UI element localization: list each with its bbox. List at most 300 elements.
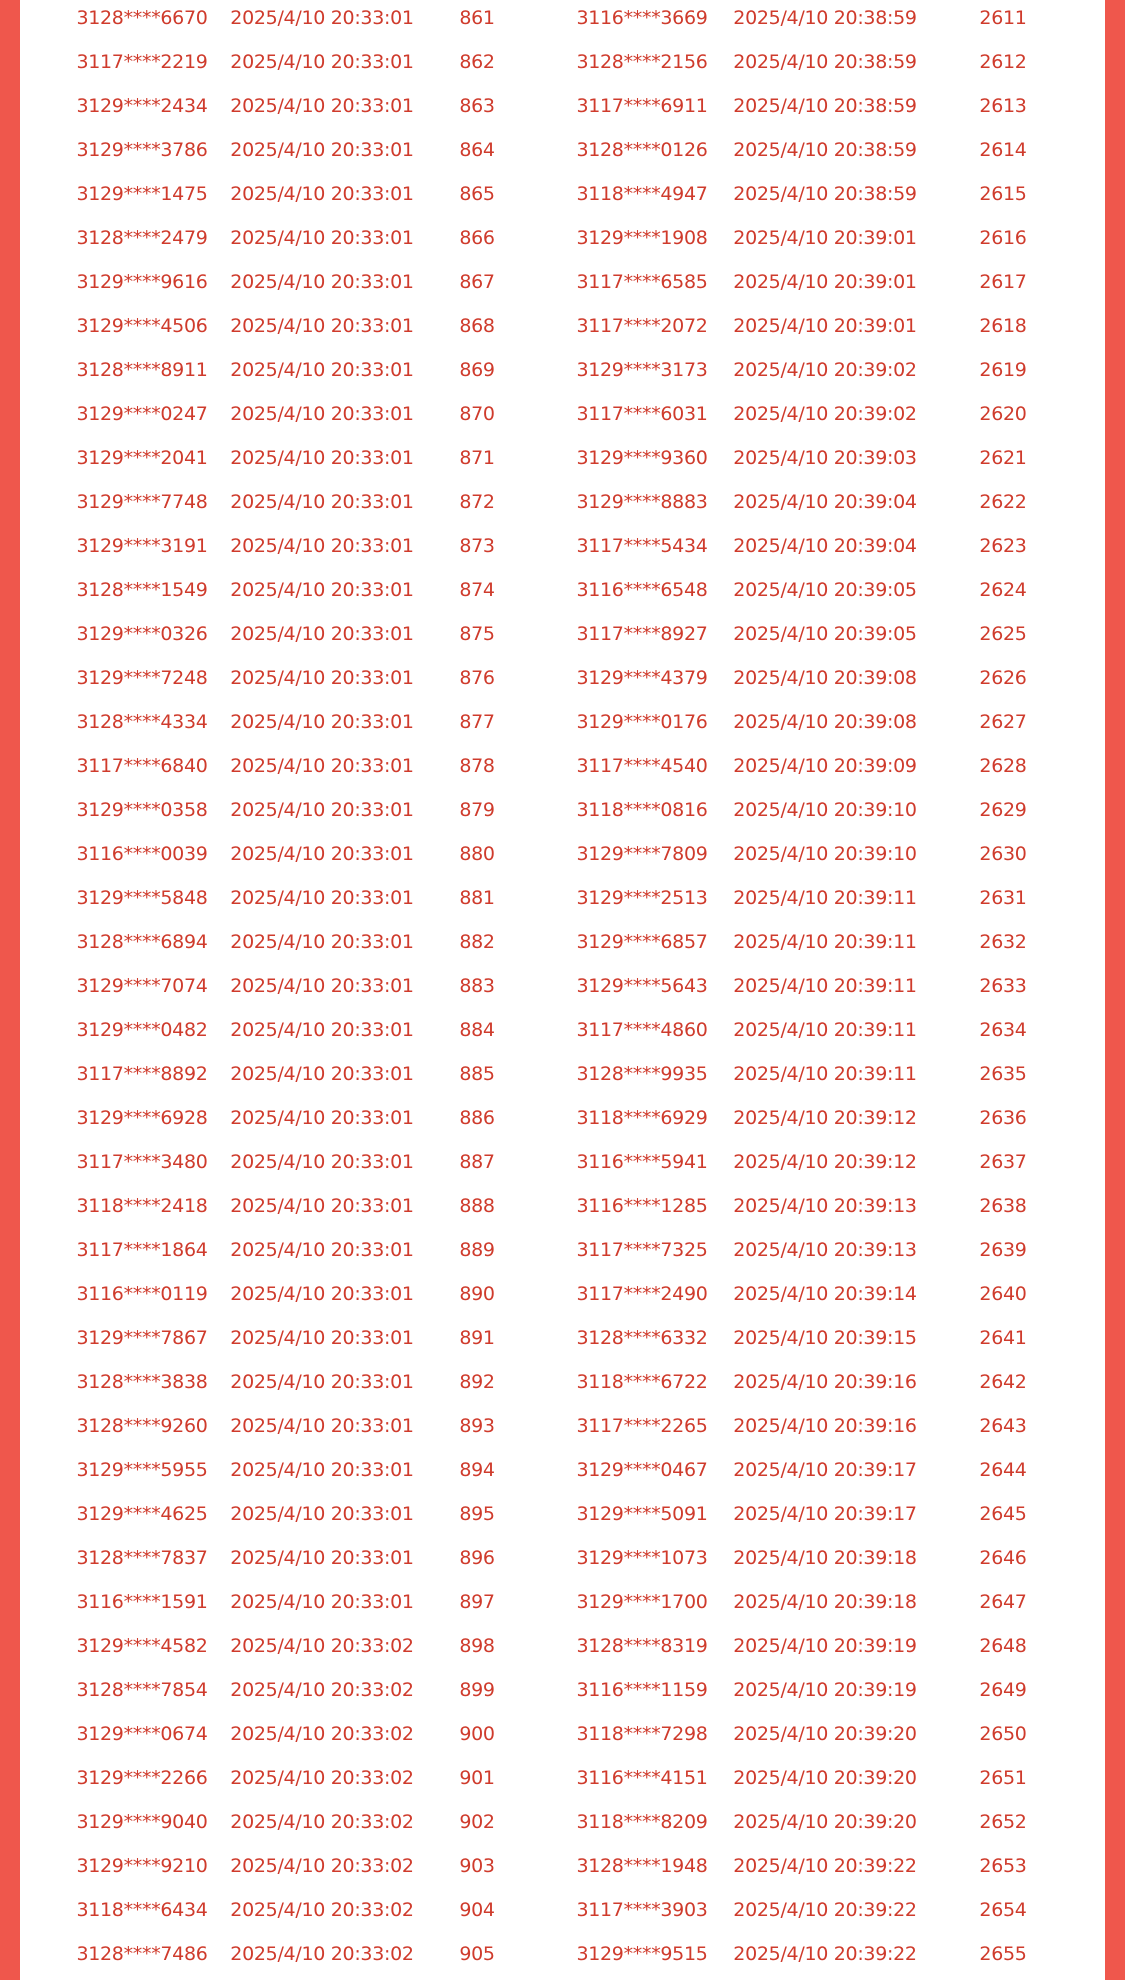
left-rank-cell: 882 <box>459 931 495 953</box>
right-account-cell: 3117****3903 <box>576 1899 708 1921</box>
table-row <box>20 704 1105 748</box>
right-account-cell: 3116****1285 <box>576 1195 708 1217</box>
left-time-cell: 2025/4/10 20:33:01 <box>230 623 414 645</box>
right-account-cell: 3116****6548 <box>576 579 708 601</box>
left-rank-cell: 885 <box>459 1063 495 1085</box>
left-account-cell: 3128****7837 <box>76 1547 208 1569</box>
left-account-cell: 3128****4334 <box>76 711 208 733</box>
left-account-cell: 3129****0482 <box>76 1019 208 1041</box>
left-account-cell: 3129****2434 <box>76 95 208 117</box>
right-account-cell: 3128****1948 <box>576 1855 708 1877</box>
left-time-cell: 2025/4/10 20:33:02 <box>230 1899 414 1921</box>
left-account-cell: 3129****1475 <box>76 183 208 205</box>
right-account-cell: 3118****7298 <box>576 1723 708 1745</box>
left-time-cell: 2025/4/10 20:33:01 <box>230 887 414 909</box>
right-time-cell: 2025/4/10 20:39:01 <box>733 315 917 337</box>
right-account-cell: 3117****2490 <box>576 1283 708 1305</box>
right-rank-cell: 2652 <box>979 1811 1027 1833</box>
right-account-cell: 3117****7325 <box>576 1239 708 1261</box>
left-rank-cell: 886 <box>459 1107 495 1129</box>
right-rank-cell: 2624 <box>979 579 1027 601</box>
left-rank-cell: 864 <box>459 139 495 161</box>
right-time-cell: 2025/4/10 20:39:04 <box>733 491 917 513</box>
left-time-cell: 2025/4/10 20:33:01 <box>230 1151 414 1173</box>
right-time-cell: 2025/4/10 20:39:13 <box>733 1239 917 1261</box>
right-account-cell: 3118****6722 <box>576 1371 708 1393</box>
left-account-cell: 3129****9616 <box>76 271 208 293</box>
right-time-cell: 2025/4/10 20:39:03 <box>733 447 917 469</box>
left-rank-cell: 905 <box>459 1943 495 1965</box>
left-account-cell: 3129****7748 <box>76 491 208 513</box>
right-account-cell: 3118****8209 <box>576 1811 708 1833</box>
right-time-cell: 2025/4/10 20:39:01 <box>733 271 917 293</box>
table-row <box>20 1276 1105 1320</box>
left-account-cell: 3117****1864 <box>76 1239 208 1261</box>
table-row <box>20 1628 1105 1672</box>
right-account-cell: 3129****1073 <box>576 1547 708 1569</box>
right-account-cell: 3129****6857 <box>576 931 708 953</box>
left-account-cell: 3118****6434 <box>76 1899 208 1921</box>
table-row <box>20 1936 1105 1980</box>
left-account-cell: 3117****3480 <box>76 1151 208 1173</box>
left-time-cell: 2025/4/10 20:33:01 <box>230 95 414 117</box>
right-rank-cell: 2615 <box>979 183 1027 205</box>
right-time-cell: 2025/4/10 20:39:01 <box>733 227 917 249</box>
left-rank-cell: 891 <box>459 1327 495 1349</box>
left-rank-cell: 900 <box>459 1723 495 1745</box>
table-row <box>20 1232 1105 1276</box>
left-account-cell: 3129****4582 <box>76 1635 208 1657</box>
right-account-cell: 3129****5091 <box>576 1503 708 1525</box>
table-row <box>20 0 1105 44</box>
right-rank-cell: 2654 <box>979 1899 1027 1921</box>
table-row <box>20 880 1105 924</box>
right-time-cell: 2025/4/10 20:39:17 <box>733 1503 917 1525</box>
left-rank-cell: 865 <box>459 183 495 205</box>
right-time-cell: 2025/4/10 20:39:12 <box>733 1151 917 1173</box>
left-rank-cell: 881 <box>459 887 495 909</box>
table-row <box>20 660 1105 704</box>
left-time-cell: 2025/4/10 20:33:02 <box>230 1943 414 1965</box>
table-row <box>20 1760 1105 1804</box>
table-row <box>20 1584 1105 1628</box>
right-account-cell: 3116****4151 <box>576 1767 708 1789</box>
left-rank-cell: 889 <box>459 1239 495 1261</box>
right-rank-cell: 2633 <box>979 975 1027 997</box>
table-row <box>20 616 1105 660</box>
left-time-cell: 2025/4/10 20:33:01 <box>230 711 414 733</box>
left-rank-cell: 904 <box>459 1899 495 1921</box>
left-time-cell: 2025/4/10 20:33:01 <box>230 799 414 821</box>
right-account-cell: 3129****4379 <box>576 667 708 689</box>
right-time-cell: 2025/4/10 20:39:10 <box>733 843 917 865</box>
left-time-cell: 2025/4/10 20:33:01 <box>230 1547 414 1569</box>
right-time-cell: 2025/4/10 20:39:02 <box>733 359 917 381</box>
left-account-cell: 3128****6670 <box>76 7 208 29</box>
table-row <box>20 1496 1105 1540</box>
table-row <box>20 308 1105 352</box>
right-account-cell: 3117****6911 <box>576 95 708 117</box>
table-row <box>20 484 1105 528</box>
right-account-cell: 3129****0176 <box>576 711 708 733</box>
left-rank-cell: 874 <box>459 579 495 601</box>
left-time-cell: 2025/4/10 20:33:01 <box>230 1503 414 1525</box>
left-account-cell: 3129****7074 <box>76 975 208 997</box>
right-time-cell: 2025/4/10 20:39:13 <box>733 1195 917 1217</box>
left-account-cell: 3129****2041 <box>76 447 208 469</box>
right-account-cell: 3129****9515 <box>576 1943 708 1965</box>
left-rank-cell: 902 <box>459 1811 495 1833</box>
table-row <box>20 396 1105 440</box>
left-rank-cell: 893 <box>459 1415 495 1437</box>
table-row <box>20 220 1105 264</box>
right-account-cell: 3129****9360 <box>576 447 708 469</box>
right-account-cell: 3118****6929 <box>576 1107 708 1129</box>
right-time-cell: 2025/4/10 20:39:17 <box>733 1459 917 1481</box>
table-row <box>20 176 1105 220</box>
right-rank-cell: 2653 <box>979 1855 1027 1877</box>
table-row <box>20 1540 1105 1584</box>
left-time-cell: 2025/4/10 20:33:02 <box>230 1679 414 1701</box>
right-time-cell: 2025/4/10 20:38:59 <box>733 95 917 117</box>
right-rank-cell: 2649 <box>979 1679 1027 1701</box>
left-rank-cell: 890 <box>459 1283 495 1305</box>
right-time-cell: 2025/4/10 20:38:59 <box>733 7 917 29</box>
left-rank-cell: 871 <box>459 447 495 469</box>
right-time-cell: 2025/4/10 20:39:08 <box>733 711 917 733</box>
left-account-cell: 3128****1549 <box>76 579 208 601</box>
left-rank-cell: 873 <box>459 535 495 557</box>
right-rank-cell: 2635 <box>979 1063 1027 1085</box>
results-table <box>20 0 1105 1980</box>
left-time-cell: 2025/4/10 20:33:02 <box>230 1635 414 1657</box>
left-time-cell: 2025/4/10 20:33:01 <box>230 667 414 689</box>
right-time-cell: 2025/4/10 20:39:11 <box>733 975 917 997</box>
left-time-cell: 2025/4/10 20:33:01 <box>230 931 414 953</box>
left-rank-cell: 861 <box>459 7 495 29</box>
left-time-cell: 2025/4/10 20:33:01 <box>230 1591 414 1613</box>
left-account-cell: 3129****0326 <box>76 623 208 645</box>
right-rank-cell: 2638 <box>979 1195 1027 1217</box>
right-rank-cell: 2623 <box>979 535 1027 557</box>
left-account-cell: 3129****4625 <box>76 1503 208 1525</box>
left-time-cell: 2025/4/10 20:33:01 <box>230 579 414 601</box>
left-time-cell: 2025/4/10 20:33:02 <box>230 1723 414 1745</box>
left-account-cell: 3128****8911 <box>76 359 208 381</box>
table-row <box>20 792 1105 836</box>
right-time-cell: 2025/4/10 20:39:22 <box>733 1943 917 1965</box>
left-time-cell: 2025/4/10 20:33:01 <box>230 227 414 249</box>
left-rank-cell: 892 <box>459 1371 495 1393</box>
table-row <box>20 748 1105 792</box>
left-time-cell: 2025/4/10 20:33:01 <box>230 1239 414 1261</box>
left-rank-cell: 895 <box>459 1503 495 1525</box>
left-time-cell: 2025/4/10 20:33:01 <box>230 755 414 777</box>
left-rank-cell: 883 <box>459 975 495 997</box>
table-row <box>20 264 1105 308</box>
left-time-cell: 2025/4/10 20:33:02 <box>230 1855 414 1877</box>
right-rank-cell: 2626 <box>979 667 1027 689</box>
right-rank-cell: 2644 <box>979 1459 1027 1481</box>
right-account-cell: 3116****1159 <box>576 1679 708 1701</box>
table-row <box>20 1144 1105 1188</box>
left-rank-cell: 887 <box>459 1151 495 1173</box>
right-rank-cell: 2655 <box>979 1943 1027 1965</box>
left-time-cell: 2025/4/10 20:33:01 <box>230 1371 414 1393</box>
right-rank-cell: 2646 <box>979 1547 1027 1569</box>
left-rank-cell: 872 <box>459 491 495 513</box>
right-time-cell: 2025/4/10 20:39:02 <box>733 403 917 425</box>
right-rank-cell: 2612 <box>979 51 1027 73</box>
left-account-cell: 3117****6840 <box>76 755 208 777</box>
right-account-cell: 3128****0126 <box>576 139 708 161</box>
left-time-cell: 2025/4/10 20:33:01 <box>230 1327 414 1349</box>
right-rank-cell: 2614 <box>979 139 1027 161</box>
right-rank-cell: 2637 <box>979 1151 1027 1173</box>
right-time-cell: 2025/4/10 20:39:19 <box>733 1635 917 1657</box>
right-time-cell: 2025/4/10 20:39:20 <box>733 1723 917 1745</box>
right-account-cell: 3116****3669 <box>576 7 708 29</box>
table-row <box>20 1408 1105 1452</box>
right-account-cell: 3117****4540 <box>576 755 708 777</box>
right-time-cell: 2025/4/10 20:39:18 <box>733 1591 917 1613</box>
left-rank-cell: 867 <box>459 271 495 293</box>
table-row <box>20 1892 1105 1936</box>
right-account-cell: 3128****6332 <box>576 1327 708 1349</box>
left-rank-cell: 896 <box>459 1547 495 1569</box>
left-account-cell: 3128****7854 <box>76 1679 208 1701</box>
left-time-cell: 2025/4/10 20:33:01 <box>230 403 414 425</box>
left-rank-cell: 879 <box>459 799 495 821</box>
right-account-cell: 3117****8927 <box>576 623 708 645</box>
left-time-cell: 2025/4/10 20:33:01 <box>230 1019 414 1041</box>
right-account-cell: 3129****8883 <box>576 491 708 513</box>
left-rank-cell: 894 <box>459 1459 495 1481</box>
table-row <box>20 836 1105 880</box>
left-rank-cell: 863 <box>459 95 495 117</box>
right-account-cell: 3117****2265 <box>576 1415 708 1437</box>
right-rank-cell: 2648 <box>979 1635 1027 1657</box>
right-account-cell: 3116****5941 <box>576 1151 708 1173</box>
right-time-cell: 2025/4/10 20:39:14 <box>733 1283 917 1305</box>
left-rank-cell: 880 <box>459 843 495 865</box>
right-account-cell: 3128****8319 <box>576 1635 708 1657</box>
table-row <box>20 1848 1105 1892</box>
right-rank-cell: 2621 <box>979 447 1027 469</box>
left-account-cell: 3129****5955 <box>76 1459 208 1481</box>
right-rank-cell: 2622 <box>979 491 1027 513</box>
right-time-cell: 2025/4/10 20:39:22 <box>733 1855 917 1877</box>
right-rank-cell: 2630 <box>979 843 1027 865</box>
right-time-cell: 2025/4/10 20:39:20 <box>733 1767 917 1789</box>
right-time-cell: 2025/4/10 20:39:20 <box>733 1811 917 1833</box>
right-rank-cell: 2641 <box>979 1327 1027 1349</box>
right-time-cell: 2025/4/10 20:39:15 <box>733 1327 917 1349</box>
left-account-cell: 3128****9260 <box>76 1415 208 1437</box>
table-row <box>20 968 1105 1012</box>
left-account-cell: 3129****4506 <box>76 315 208 337</box>
right-time-cell: 2025/4/10 20:38:59 <box>733 51 917 73</box>
table-row <box>20 1452 1105 1496</box>
right-time-cell: 2025/4/10 20:39:11 <box>733 1019 917 1041</box>
right-account-cell: 3129****7809 <box>576 843 708 865</box>
right-account-cell: 3129****1700 <box>576 1591 708 1613</box>
left-account-cell: 3129****9210 <box>76 1855 208 1877</box>
left-account-cell: 3128****2479 <box>76 227 208 249</box>
right-time-cell: 2025/4/10 20:39:19 <box>733 1679 917 1701</box>
left-rank-cell: 899 <box>459 1679 495 1701</box>
right-rank-cell: 2618 <box>979 315 1027 337</box>
left-account-cell: 3118****2418 <box>76 1195 208 1217</box>
table-row <box>20 1364 1105 1408</box>
right-rank-cell: 2645 <box>979 1503 1027 1525</box>
left-time-cell: 2025/4/10 20:33:01 <box>230 975 414 997</box>
left-time-cell: 2025/4/10 20:33:01 <box>230 843 414 865</box>
left-rank-cell: 901 <box>459 1767 495 1789</box>
left-time-cell: 2025/4/10 20:33:01 <box>230 139 414 161</box>
left-account-cell: 3129****2266 <box>76 1767 208 1789</box>
right-rank-cell: 2629 <box>979 799 1027 821</box>
right-account-cell: 3129****2513 <box>576 887 708 909</box>
right-time-cell: 2025/4/10 20:39:04 <box>733 535 917 557</box>
left-account-cell: 3116****1591 <box>76 1591 208 1613</box>
table-row <box>20 440 1105 484</box>
table-row <box>20 1056 1105 1100</box>
right-account-cell: 3117****5434 <box>576 535 708 557</box>
left-rank-cell: 877 <box>459 711 495 733</box>
right-time-cell: 2025/4/10 20:39:16 <box>733 1371 917 1393</box>
right-rank-cell: 2634 <box>979 1019 1027 1041</box>
right-rank-cell: 2620 <box>979 403 1027 425</box>
right-rank-cell: 2616 <box>979 227 1027 249</box>
right-rank-cell: 2639 <box>979 1239 1027 1261</box>
right-time-cell: 2025/4/10 20:39:09 <box>733 755 917 777</box>
right-rank-cell: 2650 <box>979 1723 1027 1745</box>
table-row <box>20 528 1105 572</box>
right-time-cell: 2025/4/10 20:38:59 <box>733 183 917 205</box>
left-time-cell: 2025/4/10 20:33:01 <box>230 1107 414 1129</box>
right-account-cell: 3129****3173 <box>576 359 708 381</box>
right-rank-cell: 2643 <box>979 1415 1027 1437</box>
right-rank-cell: 2613 <box>979 95 1027 117</box>
left-account-cell: 3129****7248 <box>76 667 208 689</box>
left-account-cell: 3129****0247 <box>76 403 208 425</box>
left-account-cell: 3129****0674 <box>76 1723 208 1745</box>
left-rank-cell: 897 <box>459 1591 495 1613</box>
right-time-cell: 2025/4/10 20:39:18 <box>733 1547 917 1569</box>
left-time-cell: 2025/4/10 20:33:01 <box>230 359 414 381</box>
table-row <box>20 1188 1105 1232</box>
left-rank-cell: 903 <box>459 1855 495 1877</box>
left-time-cell: 2025/4/10 20:33:01 <box>230 1415 414 1437</box>
left-time-cell: 2025/4/10 20:33:01 <box>230 1459 414 1481</box>
right-rank-cell: 2611 <box>979 7 1027 29</box>
right-account-cell: 3129****5643 <box>576 975 708 997</box>
left-account-cell: 3128****6894 <box>76 931 208 953</box>
right-rank-cell: 2642 <box>979 1371 1027 1393</box>
left-time-cell: 2025/4/10 20:33:01 <box>230 51 414 73</box>
right-rank-cell: 2632 <box>979 931 1027 953</box>
table-row <box>20 44 1105 88</box>
left-account-cell: 3129****3191 <box>76 535 208 557</box>
left-time-cell: 2025/4/10 20:33:01 <box>230 7 414 29</box>
table-row <box>20 1716 1105 1760</box>
left-time-cell: 2025/4/10 20:33:01 <box>230 183 414 205</box>
table-row <box>20 1012 1105 1056</box>
left-time-cell: 2025/4/10 20:33:01 <box>230 1283 414 1305</box>
left-account-cell: 3129****0358 <box>76 799 208 821</box>
left-rank-cell: 869 <box>459 359 495 381</box>
left-rank-cell: 875 <box>459 623 495 645</box>
left-time-cell: 2025/4/10 20:33:01 <box>230 315 414 337</box>
left-rank-cell: 876 <box>459 667 495 689</box>
right-rank-cell: 2647 <box>979 1591 1027 1613</box>
right-time-cell: 2025/4/10 20:39:08 <box>733 667 917 689</box>
right-rank-cell: 2627 <box>979 711 1027 733</box>
left-rank-cell: 898 <box>459 1635 495 1657</box>
left-rank-cell: 868 <box>459 315 495 337</box>
right-account-cell: 3117****6031 <box>576 403 708 425</box>
left-time-cell: 2025/4/10 20:33:01 <box>230 1195 414 1217</box>
right-time-cell: 2025/4/10 20:38:59 <box>733 139 917 161</box>
table-row <box>20 1804 1105 1848</box>
right-account-cell: 3117****6585 <box>576 271 708 293</box>
right-account-cell: 3118****4947 <box>576 183 708 205</box>
left-time-cell: 2025/4/10 20:33:01 <box>230 535 414 557</box>
right-time-cell: 2025/4/10 20:39:05 <box>733 623 917 645</box>
left-rank-cell: 884 <box>459 1019 495 1041</box>
left-account-cell: 3129****6928 <box>76 1107 208 1129</box>
left-rank-cell: 866 <box>459 227 495 249</box>
right-time-cell: 2025/4/10 20:39:12 <box>733 1107 917 1129</box>
right-account-cell: 3128****2156 <box>576 51 708 73</box>
table-row <box>20 1320 1105 1364</box>
right-rank-cell: 2619 <box>979 359 1027 381</box>
left-account-cell: 3116****0039 <box>76 843 208 865</box>
right-account-cell: 3129****0467 <box>576 1459 708 1481</box>
left-time-cell: 2025/4/10 20:33:02 <box>230 1811 414 1833</box>
right-account-cell: 3117****2072 <box>576 315 708 337</box>
right-rank-cell: 2628 <box>979 755 1027 777</box>
table-row <box>20 1100 1105 1144</box>
left-account-cell: 3116****0119 <box>76 1283 208 1305</box>
right-account-cell: 3117****4860 <box>576 1019 708 1041</box>
right-account-cell: 3118****0816 <box>576 799 708 821</box>
right-time-cell: 2025/4/10 20:39:11 <box>733 1063 917 1085</box>
left-account-cell: 3129****5848 <box>76 887 208 909</box>
results-panel <box>20 0 1105 1980</box>
right-rank-cell: 2617 <box>979 271 1027 293</box>
right-time-cell: 2025/4/10 20:39:22 <box>733 1899 917 1921</box>
left-rank-cell: 878 <box>459 755 495 777</box>
left-time-cell: 2025/4/10 20:33:02 <box>230 1767 414 1789</box>
left-account-cell: 3117****2219 <box>76 51 208 73</box>
left-time-cell: 2025/4/10 20:33:01 <box>230 1063 414 1085</box>
left-rank-cell: 862 <box>459 51 495 73</box>
left-account-cell: 3128****3838 <box>76 1371 208 1393</box>
table-row <box>20 924 1105 968</box>
table-row <box>20 352 1105 396</box>
right-time-cell: 2025/4/10 20:39:05 <box>733 579 917 601</box>
left-time-cell: 2025/4/10 20:33:01 <box>230 271 414 293</box>
right-rank-cell: 2631 <box>979 887 1027 909</box>
right-rank-cell: 2651 <box>979 1767 1027 1789</box>
left-time-cell: 2025/4/10 20:33:01 <box>230 491 414 513</box>
right-rank-cell: 2636 <box>979 1107 1027 1129</box>
table-row <box>20 132 1105 176</box>
table-row <box>20 572 1105 616</box>
right-time-cell: 2025/4/10 20:39:11 <box>733 931 917 953</box>
